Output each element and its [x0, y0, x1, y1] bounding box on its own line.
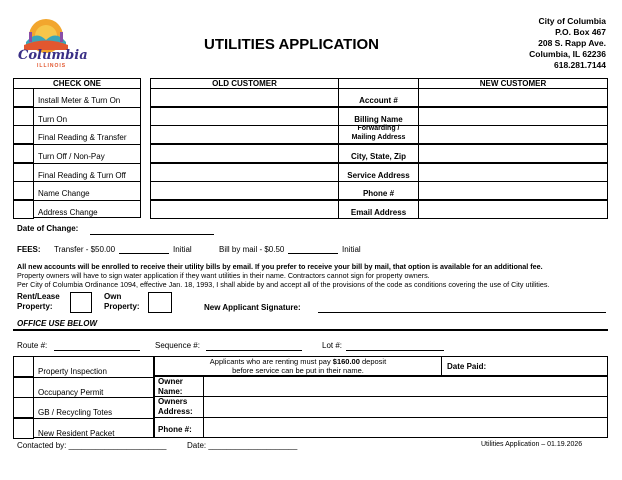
new-customer-field[interactable] [418, 200, 608, 219]
owner-name-line1: Owner [158, 377, 183, 386]
owner-signature-notice: Property owners will have to sign water application if they want utilities in their name. Contractors cannot sign for property owners. [17, 271, 430, 280]
check-one-checkbox[interactable] [13, 125, 34, 144]
field-label: Phone # [362, 189, 395, 198]
new-customer-field[interactable] [418, 163, 608, 182]
office-row-divider [13, 397, 154, 398]
new-customer-header-label: NEW CUSTOMER [479, 79, 547, 88]
rent-label-line1: Rent/Lease [17, 292, 60, 301]
field-label: Service Address [347, 171, 410, 180]
office-use-heading: OFFICE USE BELOW [17, 319, 97, 328]
address-line-2: P.O. Box 467 [555, 27, 606, 37]
field-label-line1: Forwarding / [357, 125, 400, 132]
check-one-checkbox[interactable] [13, 144, 34, 163]
owner-name-label [158, 377, 183, 397]
office-checkbox[interactable] [13, 356, 34, 377]
address-line-3: 208 S. Rapp Ave. [538, 38, 606, 48]
deposit-text-post: deposit [359, 357, 387, 366]
transfer-initial-label: Initial [173, 245, 192, 254]
owner-address-label [158, 397, 193, 417]
check-one-row-divider [13, 181, 141, 182]
office-row-divider [13, 377, 154, 378]
transfer-initial-field[interactable] [119, 253, 169, 254]
date-paid-label: Date Paid: [447, 362, 487, 371]
rent-lease-label [17, 292, 60, 312]
address-line-4: Columbia, IL 62236 [529, 49, 606, 59]
office-checkbox[interactable] [13, 377, 34, 398]
new-customer-field[interactable] [418, 125, 608, 144]
sequence-label: Sequence #: [155, 341, 200, 350]
owner-name-line2: Name: [158, 387, 183, 396]
field-label: Billing Name [354, 115, 403, 124]
office-checkbox[interactable] [13, 397, 34, 418]
rent-lease-checkbox[interactable] [70, 292, 92, 313]
check-one-checkbox[interactable] [13, 107, 34, 126]
check-one-row-divider [13, 125, 141, 126]
check-one-row-divider [13, 163, 141, 164]
old-customer-field[interactable] [150, 200, 339, 219]
city-logo [16, 12, 88, 70]
footer-date: Date: ____________________ [187, 441, 298, 450]
lot-label: Lot #: [322, 341, 343, 350]
old-customer-field[interactable] [150, 181, 339, 200]
rent-label-line2: Property: [17, 302, 53, 311]
owner-address-field[interactable] [203, 396, 608, 418]
old-customer-field[interactable] [150, 125, 339, 144]
new-customer-field[interactable] [418, 88, 608, 107]
deposit-text-pre: Applicants who are renting must pay [209, 357, 333, 366]
old-customer-header-label: OLD CUSTOMER [212, 79, 277, 88]
check-one-option-label: Turn Off / Non-Pay [38, 152, 105, 161]
field-label: Email Address [350, 208, 407, 217]
field-label: Account # [359, 96, 398, 105]
lot-field[interactable] [346, 350, 444, 351]
logo-subtitle: ILLINOIS [37, 63, 67, 69]
address-line-1: City of Columbia [538, 16, 606, 26]
check-one-checkbox[interactable] [13, 200, 34, 219]
mail-fee-label: Bill by mail - $0.50 [219, 245, 285, 254]
mail-initial-label: Initial [342, 245, 361, 254]
own-label-line2: Property: [104, 302, 140, 311]
field-label-line2: Mailing Address [351, 134, 406, 141]
signature-label: New Applicant Signature: [204, 303, 301, 312]
new-customer-field[interactable] [418, 181, 608, 200]
ordinance-notice: Per City of Columbia Ordinance 1094, effective Jan. 18, 1993, I shall abide by and accept all of the provisions of the code as conditions covering the use of City utilities. [17, 280, 550, 289]
check-one-option-label: Address Change [38, 208, 98, 217]
owner-address-line2: Address: [158, 407, 193, 416]
check-one-row-divider [13, 107, 141, 108]
owner-phone-label: Phone #: [158, 425, 192, 434]
check-one-option-label: Install Meter & Turn On [38, 96, 121, 105]
fees-label: FEES: [17, 245, 41, 254]
deposit-text-line2: before service can be put in their name. [232, 366, 364, 375]
office-item-label: New Resident Packet [38, 429, 115, 438]
date-of-change-label: Date of Change: [17, 224, 79, 233]
check-one-option-label: Final Reading & Transfer [38, 133, 127, 142]
office-item-label: Occupancy Permit [38, 388, 104, 397]
email-billing-notice: All new accounts will be enrolled to receive their utility bills by email. If you prefer to receive your bill by mail, that option is available for an additional fee. [17, 262, 543, 271]
mail-initial-field[interactable] [288, 253, 338, 254]
check-one-header-label: CHECK ONE [52, 79, 101, 88]
form-title: UTILITIES APPLICATION [204, 36, 379, 53]
own-property-checkbox[interactable] [148, 292, 172, 313]
check-one-row-divider [13, 200, 141, 201]
city-address [529, 16, 606, 71]
contacted-by: Contacted by: ______________________ [17, 441, 167, 450]
owner-name-field[interactable] [203, 376, 608, 397]
sequence-field[interactable] [206, 350, 302, 351]
deposit-notice [154, 357, 442, 375]
check-one-checkbox[interactable] [13, 88, 34, 107]
route-field[interactable] [54, 350, 140, 351]
old-customer-field[interactable] [150, 144, 339, 163]
date-of-change-field[interactable] [90, 234, 214, 235]
new-customer-field[interactable] [418, 107, 608, 126]
old-customer-field[interactable] [150, 163, 339, 182]
signature-field[interactable] [318, 312, 606, 313]
field-label-header [338, 78, 419, 89]
office-item-label: GB / Recycling Totes [38, 408, 113, 417]
form-version: Utilities Application – 01.19.2026 [481, 441, 583, 448]
check-one-row-divider [13, 144, 141, 145]
owner-address-line1: Owners [158, 397, 188, 406]
office-checkbox[interactable] [13, 418, 34, 439]
route-label: Route #: [17, 341, 48, 350]
deposit-amount: $160.00 [332, 357, 360, 366]
check-one-option-label: Name Change [38, 189, 90, 198]
own-label-line1: Own [104, 292, 122, 301]
old-customer-field[interactable] [150, 107, 339, 126]
address-line-5: 618.281.7144 [554, 60, 606, 70]
transfer-fee-label: Transfer - $50.00 [54, 245, 116, 254]
field-label: City, State, Zip [351, 152, 406, 161]
new-customer-field[interactable] [418, 144, 608, 163]
check-one-checkbox[interactable] [13, 181, 34, 200]
owner-phone-field[interactable] [203, 417, 608, 438]
office-row-divider [13, 418, 154, 419]
office-item-label: Property Inspection [38, 367, 107, 376]
check-one-option-label: Turn On [38, 115, 68, 124]
check-one-checkbox[interactable] [13, 163, 34, 182]
old-customer-field[interactable] [150, 88, 339, 107]
check-one-option-label: Final Reading & Turn Off [38, 171, 126, 180]
office-use-divider [13, 329, 608, 331]
own-property-label [104, 292, 140, 312]
logo-wordmark: Columbia [18, 48, 88, 63]
